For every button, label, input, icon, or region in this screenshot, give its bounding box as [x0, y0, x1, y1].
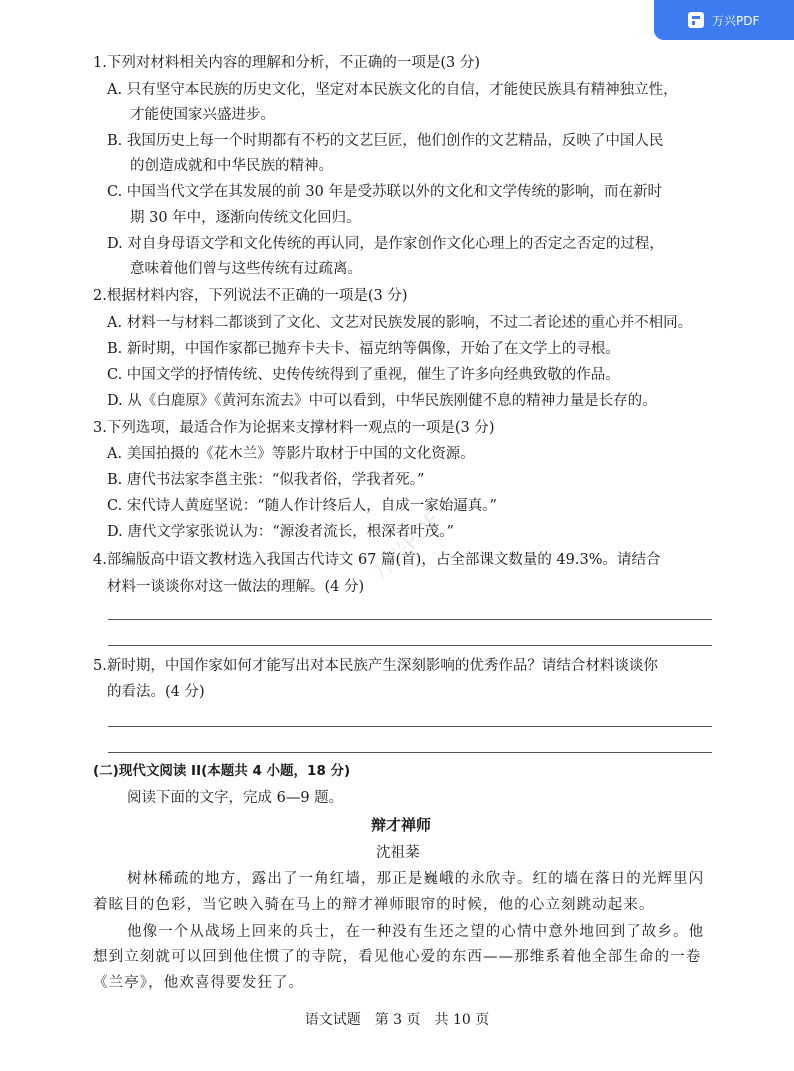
- q1-option-a-cont: 才能使国家兴盛进步。: [130, 107, 275, 123]
- watermark: 万兴PDF: [366, 506, 446, 586]
- q2-option-c: C. 中国文学的抒情传统、史传传统得到了重视，催生了许多向经典致敬的作品。: [107, 367, 620, 383]
- q1-stem: 1.下列对材料相关内容的理解和分析，不正确的一项是(3 分): [93, 55, 480, 71]
- passage-author: 沈祖棻: [376, 845, 420, 861]
- answer-line: [108, 752, 712, 753]
- q1-option-c-cont: 期 30 年中，逐渐向传统文化回归。: [130, 210, 361, 226]
- q1-option-c: C. 中国当代文学在其发展的前 30 年是受苏联以外的文化和文学传统的影响，而在新时: [107, 184, 662, 200]
- paragraph-line: 着眩目的色彩，当它映入骑在马上的辩才禅师眼帘的时候，他的心立刻跳动起来。: [93, 897, 655, 913]
- q2-option-b: B. 新时期，中国作家都已抛弃卡夫卡、福克纳等偶像，开始了在文学上的寻根。: [107, 341, 620, 357]
- paragraph-line: 《兰亭》，他欢喜得要发狂了。: [93, 975, 305, 991]
- badge-label: 万兴PDF: [712, 13, 760, 28]
- reading-instruction: 阅读下面的文字，完成 6—9 题。: [127, 790, 344, 806]
- q3-option-d: D. 唐代文学家张说认为：“源浚者流长，根深者叶茂。”: [107, 524, 454, 540]
- q1-option-d: D. 对自身母语文学和文化传统的再认同，是作家创作文化心理上的否定之否定的过程，: [107, 236, 664, 252]
- answer-line: [108, 645, 712, 646]
- q4-stem: 4.部编版高中语文教材选入我国古代诗文 67 篇(首)，占全部课文数量的 49.3%。请结合: [93, 552, 661, 568]
- q1-option-b-cont: 的创造成就和中华民族的精神。: [130, 158, 333, 174]
- q3-option-b: B. 唐代书法家李邕主张：“似我者俗，学我者死。”: [107, 472, 425, 488]
- q5-stem: 5.新时期，中国作家如何才能写出对本民族产生深刻影响的优秀作品？请结合材料谈谈你: [93, 658, 658, 674]
- q5-stem-cont: 的看法。(4 分): [107, 684, 205, 700]
- q3-option-c: C. 宋代诗人黄庭坚说：“随人作计终后人，自成一家始逼真。”: [107, 498, 497, 514]
- answer-line: [108, 619, 712, 620]
- paragraph-line: 想到立刻就可以回到他住惯了的寺院，看见他心爱的东西——那维系着他全部生命的一卷: [93, 949, 702, 965]
- q1-option-a: A. 只有坚守本民族的历史文化，坚定对本民族文化的自信，才能使民族具有精神独立性，: [107, 82, 678, 98]
- q3-option-a: A. 美国拍摄的《花木兰》等影片取材于中国的文化资源。: [107, 446, 475, 462]
- answer-line: [108, 726, 712, 727]
- pdf-logo-icon: [688, 12, 704, 28]
- wanxing-pdf-badge[interactable]: [654, 0, 794, 40]
- q2-option-a: A. 材料一与材料二都谈到了文化、文艺对民族发展的影响，不过二者论述的重心并不相同。: [107, 315, 693, 331]
- q1-option-b: B. 我国历史上每一个时期都有不朽的文艺巨匠，他们创作的文艺精品，反映了中国人民: [107, 133, 664, 149]
- page-footer: 语文试题 第 3 页 共 10 页: [304, 1012, 490, 1028]
- passage-title: 辩才禅师: [371, 816, 432, 834]
- paragraph-line: 树林稀疏的地方，露出了一角红墙，那正是巍峨的永欣寺。红的墙在落日的光辉里闪: [127, 871, 705, 887]
- q2-option-d: D. 从《白鹿原》《黄河东流去》中可以看到，中华民族刚健不息的精神力量是长存的。: [107, 393, 657, 409]
- q1-option-d-cont: 意味着他们曾与这些传统有过疏离。: [130, 261, 362, 277]
- paragraph-line: 他像一个从战场上回来的兵士，在一种没有生还之望的心情中意外地回到了故乡。他: [127, 924, 705, 940]
- q2-stem: 2.根据材料内容，下列说法不正确的一项是(3 分): [93, 288, 408, 304]
- q3-stem: 3.下列选项，最适合作为论据来支撑材料一观点的一项是(3 分): [93, 420, 495, 436]
- section-heading: (二)现代文阅读 II(本题共 4 小题，18 分): [93, 763, 351, 779]
- q4-stem-cont: 材料一谈谈你对这一做法的理解。(4 分): [107, 579, 365, 595]
